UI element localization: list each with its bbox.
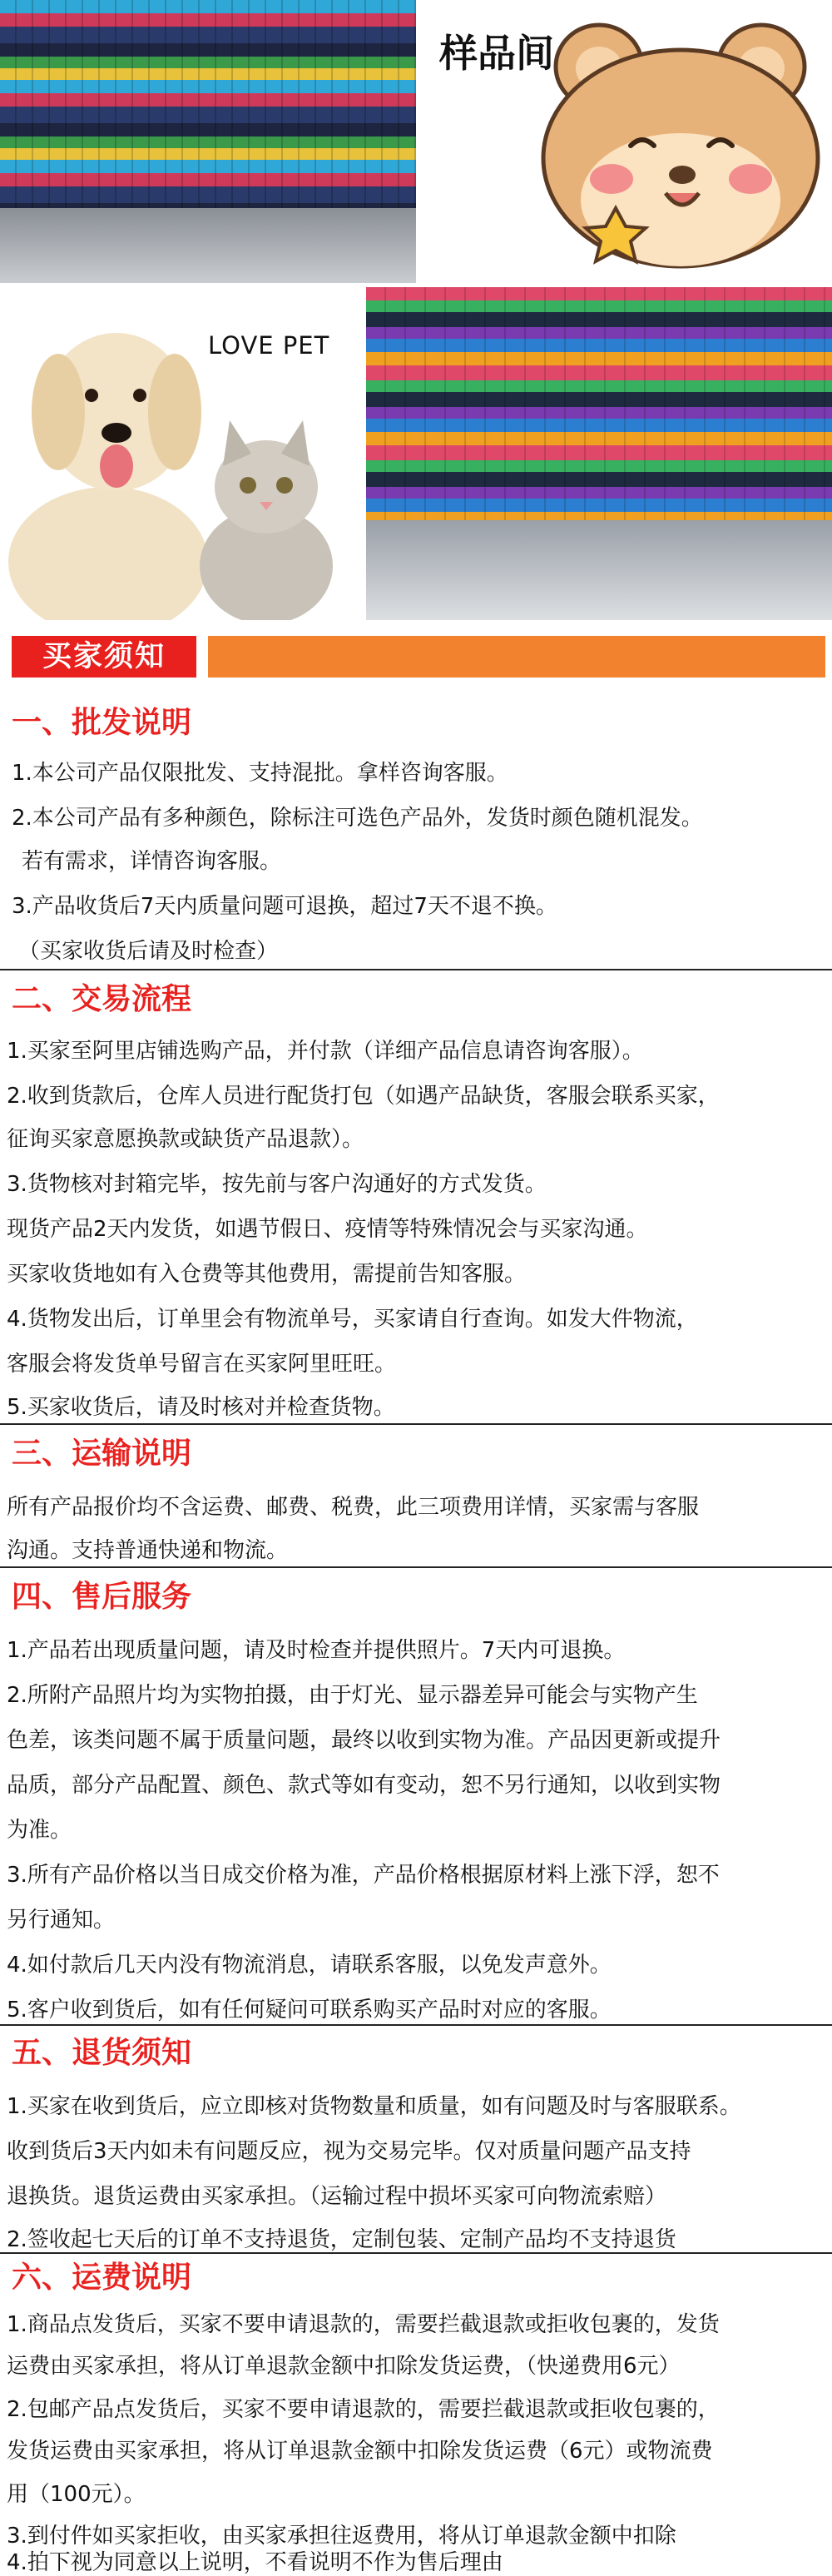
section-line: 退换货。退货运费由买家承担。（运输过程中损坏买家可向物流索赔） bbox=[7, 2184, 667, 2209]
section-line: 4.货物发出后，订单里会有物流单号，买家请自行查询。如发大件物流， bbox=[7, 1307, 698, 1332]
section-line: 3.产品收货后7天内质量问题可退换，超过7天不退不换。 bbox=[12, 894, 557, 919]
section-line: 收到货后3天内如未有问题反应，视为交易完毕。仅对质量问题产品支持 bbox=[7, 2139, 691, 2164]
section-line: 2.收到货款后，仓库人员进行配货打包（如遇产品缺货，客服会联系买家， bbox=[7, 1084, 720, 1109]
divider bbox=[0, 1566, 832, 1568]
section-line: 为准。 bbox=[7, 1818, 72, 1843]
section-line: 客服会将发货单号留言在买家阿里旺旺。 bbox=[7, 1352, 397, 1377]
section-title-shipping: 三、运输说明 bbox=[12, 1437, 192, 1471]
section-line: 2.签收起七天后的订单不支持退货，定制包装、定制产品均不支持退货 bbox=[7, 2227, 676, 2252]
section-line: （买家收货后请及时检查） bbox=[18, 939, 279, 964]
section-line: 4.如付款后几天内没有物流消息，请联系客服，以免发声意外。 bbox=[7, 1953, 612, 1978]
section-line: 2.所附产品照片均为实物拍摄，由于灯光、显示器差异可能会与实物产生 bbox=[7, 1683, 698, 1708]
notice-banner-bar bbox=[208, 636, 825, 678]
section-line: 征询买家意愿换款或缺货产品退款）。 bbox=[7, 1127, 364, 1152]
divider bbox=[0, 1423, 832, 1425]
section-line: 3.到付件如买家拒收，由买家承担往返费用，将从订单退款金额中扣除 bbox=[7, 2524, 676, 2549]
section-line: 品质，部分产品配置、颜色、款式等如有变动，恕不另行通知，以收到实物 bbox=[7, 1773, 721, 1798]
section-line: 3.货物核对封箱完毕，按先前与客户沟通好的方式发货。 bbox=[7, 1172, 547, 1197]
section-title-after-sales: 四、售后服务 bbox=[12, 1580, 192, 1614]
divider bbox=[0, 969, 832, 970]
section-line: 另行通知。 bbox=[7, 1908, 116, 1933]
notice-banner-title: 买家须知 bbox=[12, 636, 196, 678]
section-line: 5.客户收到货后，如有任何疑问可联系购买产品时对应的客服。 bbox=[7, 1998, 612, 2023]
section-line: 色差，该类问题不属于质量问题，最终以收到实物为准。产品因更新或提升 bbox=[7, 1728, 721, 1753]
section-line: 1.产品若出现质量问题，请及时检查并提供照片。7天内可退换。 bbox=[7, 1638, 626, 1663]
section-line: 4.拍下视为同意以上说明，不看说明不作为售后理由 bbox=[7, 2550, 503, 2575]
warehouse-shelf-photo-top bbox=[0, 0, 416, 283]
sample-room-label: 样品间 bbox=[439, 31, 554, 76]
section-line: 沟通。支持普通快递和物流。 bbox=[7, 1538, 289, 1563]
section-line: 若有需求，详情咨询客服。 bbox=[22, 849, 282, 874]
section-title-trade-process: 二、交易流程 bbox=[12, 982, 192, 1016]
section-line: 发货运费由买家承担，将从订单退款金额中扣除发货运费（6元）或物流费 bbox=[7, 2439, 713, 2464]
section-line: 2.包邮产品点发货后，买家不要申请退款的，需要拦截退款或拒收包裹的， bbox=[7, 2397, 720, 2422]
section-line: 1.本公司产品仅限批发、支持混批。拿样咨询客服。 bbox=[12, 761, 508, 786]
section-title-wholesale: 一、批发说明 bbox=[12, 706, 192, 740]
section-line: 现货产品2天内发货，如遇节假日、疫情等特殊情况会与买家沟通。 bbox=[7, 1217, 648, 1242]
warehouse-shelf-photo-bottom bbox=[366, 287, 832, 620]
section-line: 买家收货地如有入仓费等其他费用，需提前告知客服。 bbox=[7, 1262, 527, 1287]
section-line: 1.买家在收到货后，应立即核对货物数量和质量，如有问题及时与客服联系。 bbox=[7, 2094, 741, 2119]
section-title-freight: 六、运费说明 bbox=[12, 2261, 192, 2295]
section-line: 用（100元）。 bbox=[7, 2482, 146, 2507]
section-line: 5.买家收货后，请及时核对并检查货物。 bbox=[7, 1395, 395, 1420]
section-line: 2.本公司产品有多种颜色，除标注可选色产品外，发货时颜色随机混发。 bbox=[12, 806, 703, 831]
section-line: 所有产品报价均不含运费、邮费、税费，此三项费用详情，买家需与客服 bbox=[7, 1495, 700, 1520]
section-line: 运费由买家承担，将从订单退款金额中扣除发货运费，（快递费用6元） bbox=[7, 2354, 681, 2379]
cartoon-bear-icon bbox=[532, 8, 828, 275]
love-pet-label: LOVE PET bbox=[208, 331, 330, 360]
section-line: 1.商品点发货后，买家不要申请退款的，需要拦截退款或拒收包裹的，发货 bbox=[7, 2312, 720, 2337]
section-title-returns: 五、退货须知 bbox=[12, 2036, 192, 2070]
divider bbox=[0, 2024, 832, 2026]
section-line: 3.所有产品价格以当日成交价格为准，产品价格根据原材料上涨下浮，恕不 bbox=[7, 1863, 720, 1888]
section-line: 1.买家至阿里店铺选购产品，并付款（详细产品信息请咨询客服）。 bbox=[7, 1039, 644, 1064]
